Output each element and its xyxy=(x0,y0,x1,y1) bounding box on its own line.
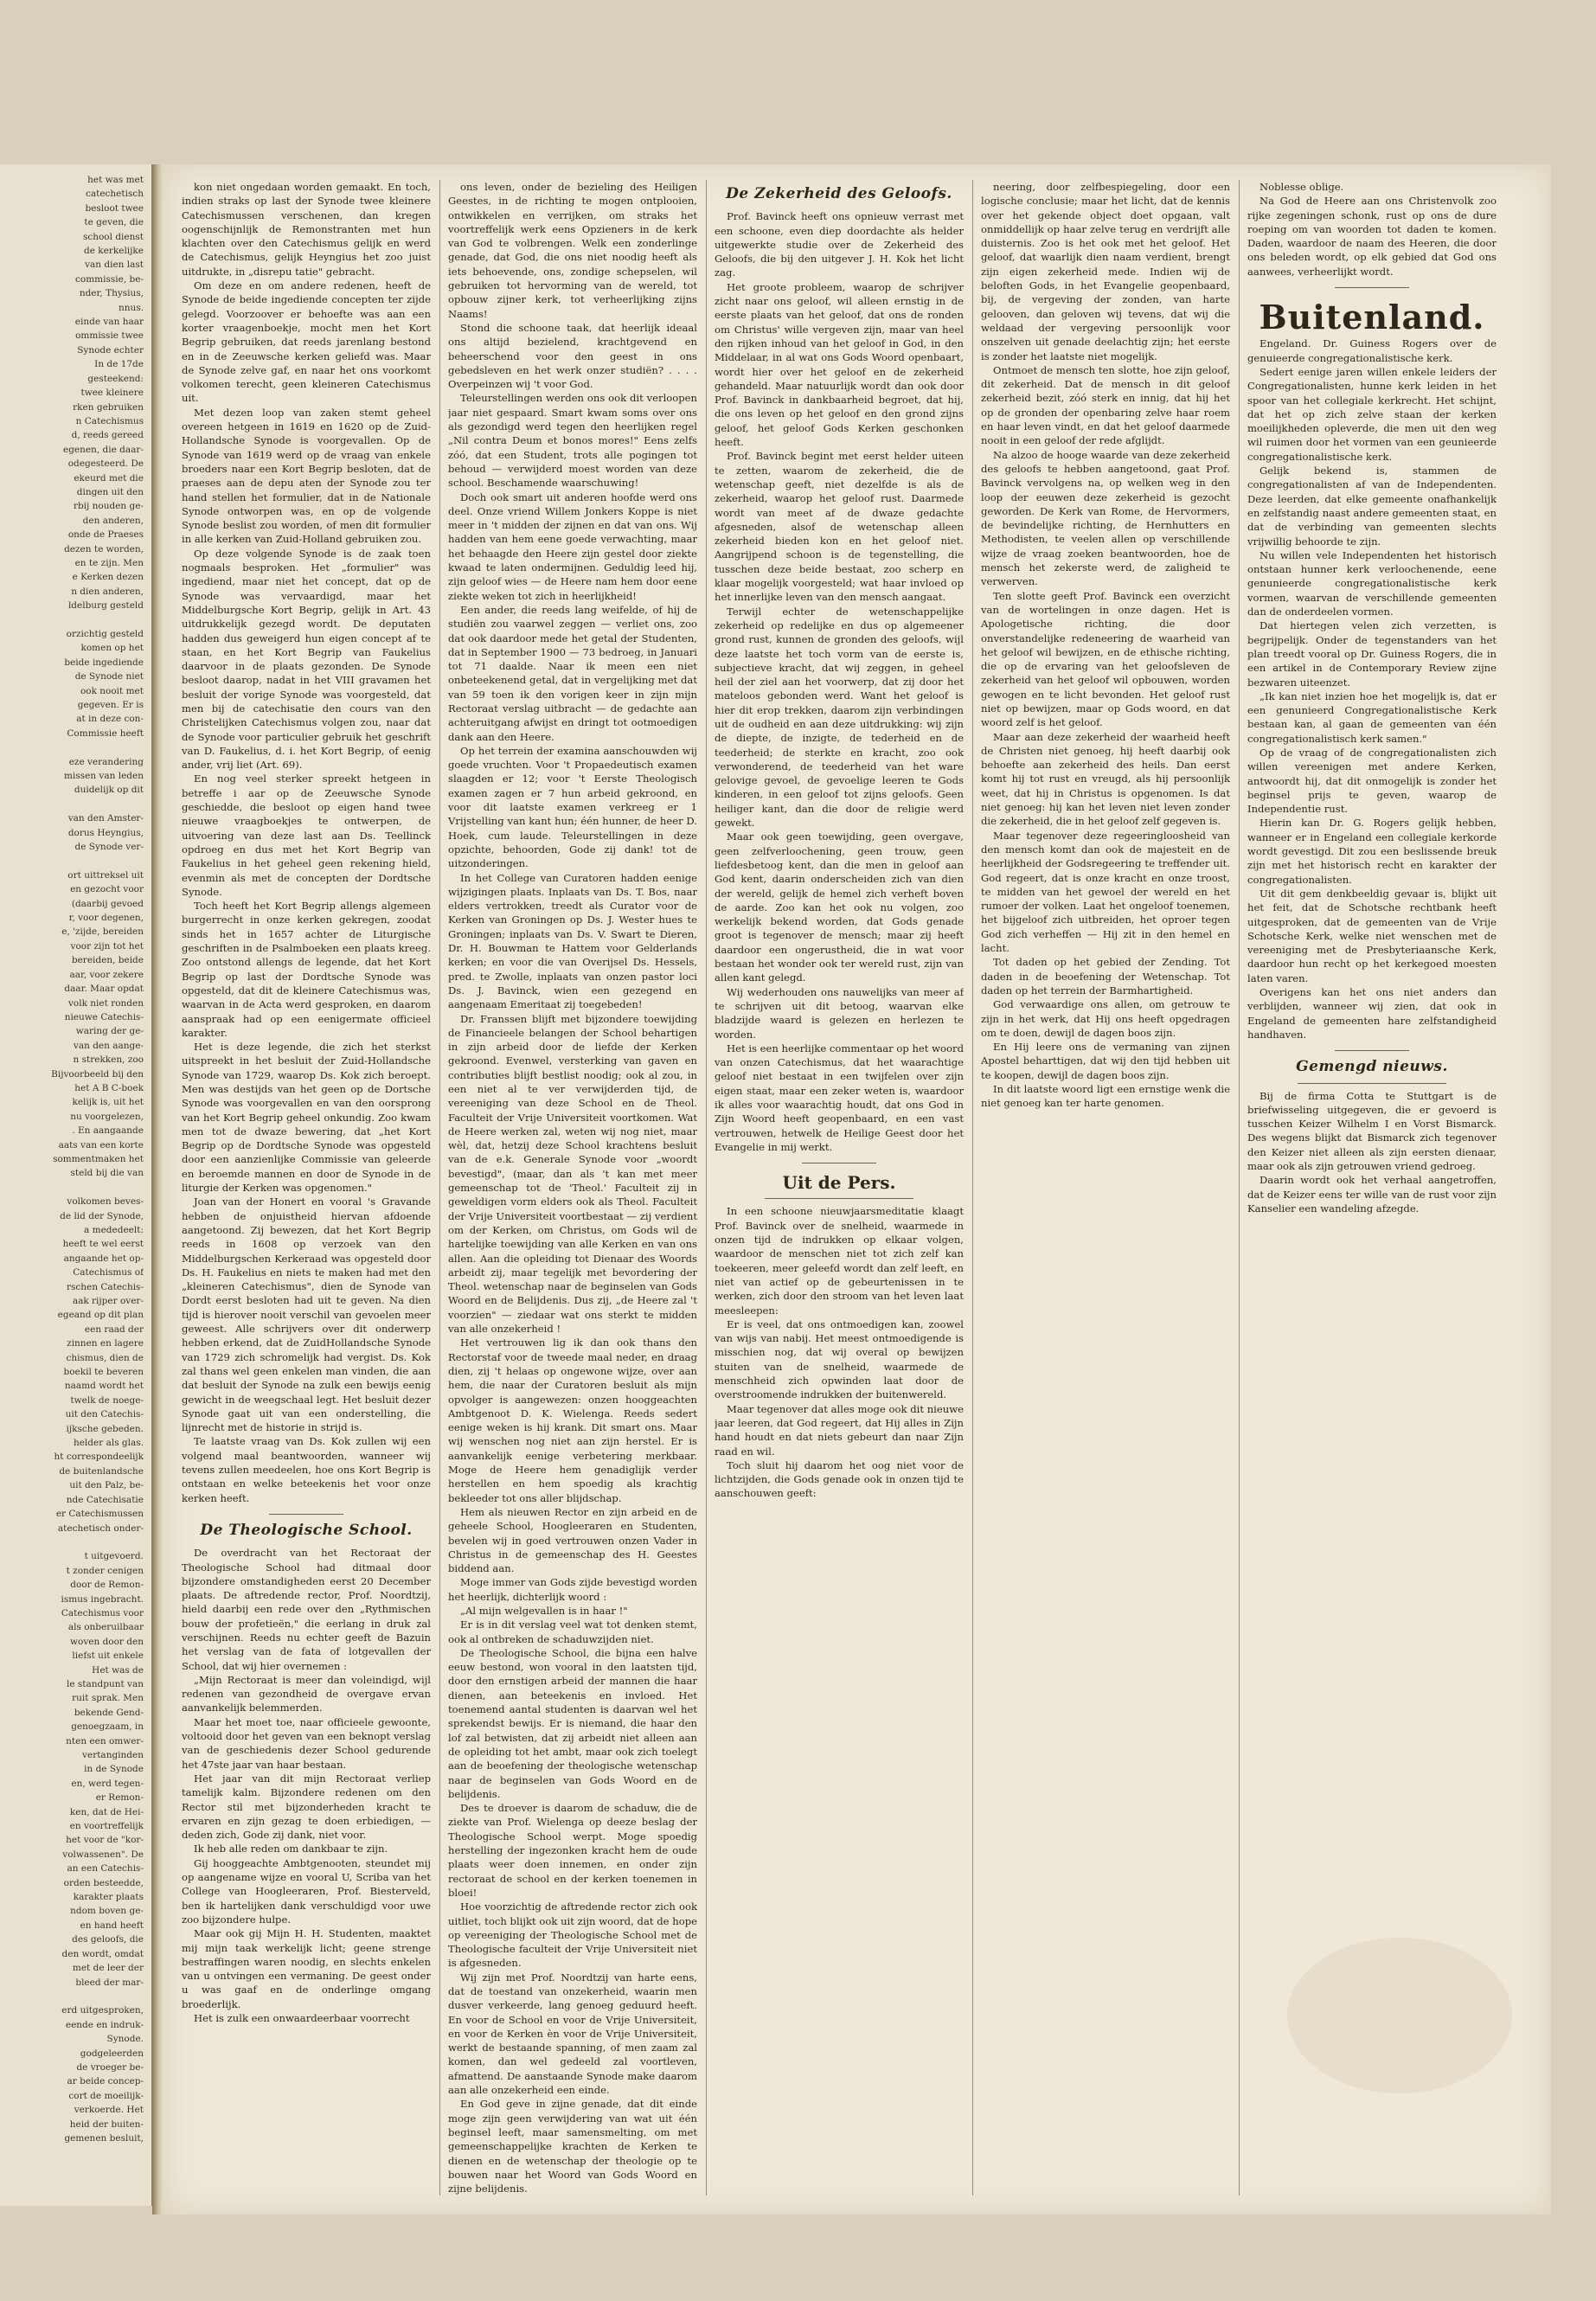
paragraph: Hem als nieuwen Rector en zijn arbeid en de geheele School, Hoogleeraren en Studenten, bevelen wij in goed vertrouwen onzen Vader in Christus in de gemeenschap des H. Geestes biddend aan. xyxy=(448,1505,697,1575)
left-page-line: dingen uit den xyxy=(76,486,144,497)
left-page-line: als onberuilbaar xyxy=(67,1622,144,1633)
paragraph: ons leven, onder de bezieling des Heiligen Geestes, in de richting te mogen ontplooien, ontwikkelen en verrijken, om straks het voortreffelijk werk eens Opzieners in de kerk van God te volbrengen. Welk een zonderlinge genade, dat God, die ons niet noodig heeft als iets behoevende, ons, zondige schepselen, wil gebruiken tot hervorming van de wereld, tot opbouw zijner kerk, tot verheerlijking zijns Naams! xyxy=(448,181,697,320)
paragraph: Tot daden op het gebied der Zending. Tot daden in de beoefening der Wetenschap. Tot daden op het terrein der Barmhartigheid. xyxy=(981,956,1230,997)
left-page-line: bereiden, beide xyxy=(71,955,144,966)
left-page-line: zinnen en lagere xyxy=(67,1338,144,1349)
left-page-line: liefst uit enkele xyxy=(72,1650,144,1662)
heading-zekerheid-des-geloofs: De Zekerheid des Geloofs. xyxy=(726,185,952,202)
left-page-line: chismus, dien de xyxy=(66,1352,144,1363)
left-page-line: duidelijk op dit xyxy=(74,785,144,796)
left-page-line: ort uittreksel uit xyxy=(67,869,144,881)
paragraph: In het College van Curatoren hadden eenige wijzigingen plaats. Inplaats van Ds. T. Bos, naar elders vertrokken, treedt als Curator voor de Kerken van Groningen op Ds. J. Wester hues te Groningen; inplaats van Ds. V. Swart te Dieren, Dr. H. Bouwman te Hattem voor Gelderlands kerken; en voor die van Overijsel Ds. Hessels, pred. te Zwolle, inplaats van onzen pastor loci Ds. J. Bavinck, wien een gezegend en aangenaam Emeritaat zij toegebeden! xyxy=(448,871,697,1011)
left-page-line: n Catechismus xyxy=(75,415,144,426)
left-page-line: met de leer der xyxy=(72,1963,144,1974)
left-page-line: ldelburg gesteld xyxy=(67,600,144,612)
column-rule xyxy=(1239,180,1240,2195)
left-page-line: n dien anderen, xyxy=(71,586,144,597)
left-page-line: ismus ingebracht. xyxy=(61,1593,144,1605)
column-3-article xyxy=(715,209,964,1154)
left-page-line: steld bij die van xyxy=(70,1168,144,1179)
divider xyxy=(1335,287,1409,288)
paragraph: Prof. Bavinck heeft ons opnieuw verrast met een schoone, even diep doordachte als helder uitgewerkte studie over de Zekerheid des Geloofs, die bij den uitgever J. H. Kok het licht zag. xyxy=(715,210,964,279)
left-page-line: commissie, be- xyxy=(75,273,144,285)
left-page-line: het was met xyxy=(87,175,144,185)
left-page-line: in de Synode xyxy=(84,1764,144,1775)
paragraph: Het is zulk een onwaardeerbaar voorrecht xyxy=(194,2012,410,2024)
column-4 xyxy=(981,180,1230,2195)
left-page-fragment xyxy=(0,164,153,2206)
paragraph: Het is deze legende, die zich het sterkst uitspreekt in het besluit der Zuid-Hollandsche Synode van 1729, waarop Ds. Kok zich beroept. Men was destijds van het geen op de Dortsche Synode was voorgevallen en van den oorsprong van het Kort Begrip geheel onkundig. Zoo kwam men tot de dwaze bewering, dat „het Kort Begrip op de Dordtsche Synode was opgesteld door een aanzienlijke Commissie van geleerde en beroemde mannen en door de Synode in de liturgie der Kerken was opgenomen." xyxy=(182,1041,431,1195)
paragraph: Hierin kan Dr. G. Rogers gelijk hebben, wanneer er in Engeland een collegiale kerkorde wordt gevestigd. Dit zou een beslissende breuk zijn met het historisch recht en karakter der congregationalisten. xyxy=(1247,817,1497,886)
divider xyxy=(1335,1050,1409,1051)
left-page-line: dezen te worden, xyxy=(64,543,144,554)
left-page-line: komen op het xyxy=(80,643,144,654)
left-page-line: . En aangaande xyxy=(72,1125,144,1137)
column-1 xyxy=(182,180,431,2195)
paragraph: „Ik kan niet inzien hoe het mogelijk is, dat er een genunieerd Congregationalistische Kerk bestaan kan, al gaan de gemeenten van één congregationalistisch kerk samen." xyxy=(1247,689,1497,745)
left-page-line: ndom boven ge- xyxy=(70,1906,144,1917)
left-page-line: (daarbij gevoed xyxy=(71,898,144,909)
left-page-line xyxy=(5,740,144,754)
left-page-line: nten een omwer- xyxy=(66,1735,144,1747)
left-page-line: en te zijn. Men xyxy=(74,557,144,568)
left-page-line: angaande het op- xyxy=(63,1253,144,1264)
paragraph: In een schoone nieuwjaarsmeditatie klaagt Prof. Bavinck over de snelheid, waarmede in onzen tijd de indrukken op elkaar volgen, waardoor de menschen niet tot zich zelf kan toekeeren, meer geleefd wordt dan zelf leeft, en niet van actief op de gebeurtenissen in te werken, zich door den stroom van het leven laat meesleepen: xyxy=(715,1205,964,1317)
paragraph: Het vertrouwen lig ik dan ook thans den Rectorstaf voor de tweede maal neder, en draag dien, zij 't helaas op ongewone wijze, over aan hem, die naar der Curatoren besluit als mijn opvolger is aangewezen: onzen hooggeachten Ambtgenoot D. K. Wielenga. Reeds sedert eenige weken is hij krank. Dit smart ons. Maar wij wenschen nog niet aan zijn herstel. Er is aanvankelijk eenige verbetering merkbaar. Moge de Heere hem genadiglijk verder herstellen en hem spoedig als krachtig bekleeder tot ons aller blijdschap. xyxy=(448,1336,697,1504)
paragraph: Maar tegenover dat alles moge ook dit nieuwe jaar leeren, dat God regeert, dat Hij alles in Zijn hand houdt en dat niets gebeurt dan naar Zijn raad en wil. xyxy=(715,1402,964,1458)
left-page-line: ken, dat de Hei- xyxy=(69,1806,144,1817)
left-page-line: den anderen, xyxy=(82,515,144,526)
column-5 xyxy=(1247,180,1497,2195)
left-page-line: nde Catechisatie xyxy=(66,1494,144,1505)
left-page-line: volkomen beves- xyxy=(67,1196,144,1208)
left-page-line: er Remon- xyxy=(95,1792,144,1804)
paragraph: Toch sluit hij daarom het oog niet voor de lichtzijden, die Gods genade ook in onzen tijd te aanschouwen geeft: xyxy=(715,1458,964,1500)
left-page-line: uit den Catechis- xyxy=(65,1409,144,1420)
left-page-line: an een Catechis- xyxy=(67,1863,144,1875)
paragraph: Er is veel, dat ons ontmoedigen kan, zoowel van wijs van nabij. Het meest ontmoedigende is misschien nog, dat wij overal op bewijzen stuiten van de snelheid, waarmede de menschheid zich opwinden laat door de overstroomende indrukken der buitenwereld. xyxy=(715,1317,964,1401)
left-page-line: r, voor degenen, xyxy=(68,913,144,924)
left-page-line: Synode. xyxy=(106,2034,144,2045)
paragraph: Gij hooggeachte Ambtgenooten, steundet mij op aangename wijze en vooral U, Scriba van het College van Hoogleeraren, Prof. Biesterveld, ben ik hartelijken dank verschuldigd voor uwe zoo bijzondere hulpe. xyxy=(182,1856,431,1926)
paragraph: De overdracht van het Rectoraat der Theologische School had ditmaal door bijzondere omstandigheden eerst 20 December plaats. De aftredende rector, Prof. Noordtzij, hield daarbij een rede over den „Rythmischen bouw der profetieën," die eerlang in druk zal verschijnen. Reeds nu echter geeft de Bazuin het verslag van de fata of lotgevallen der School, dat wij hier overnemen : xyxy=(182,1547,431,1672)
paragraph: Dr. Franssen blijft met bijzondere toewijding de Financieele belangen der School behartigen in zijn arbeid door de liefde der Kerken gekroond. Evenwel, versterking van gaven en contributies blijft bestlist noodig; ook al zou, in een niet al te ver verwijderden tijd, de vereeniging van deze School en de Theol. Faculteit der Vrije Universiteit voortkomen. Wat de Heere werken zal, weten wij nog niet, maar wèl, dat, hetzij deze School krachtens besluit van de e.k. Generale Synode voor „woordt bevestigd", (maar, dan als 't kan met meer gemeenschap tot de 'Theol.' Faculteit zij in geweldigen vorm elders ook als Theol. Faculteit der Vrije Universiteit voortbestaat — zij verdient om der Kerken, om Christus, om Gods wil de hartelijke toewijding van alle Kerken en van ons allen. Aan die opleiding tot Dienaar des Woords arbeidt zij, maar tegelijk met bevordering der Theol. wetenschap naar de beginselen van Gods Woord en de Belijdenis. Dus zij, „de Heere zal 't voorzien" — ziedaar wat ons sterkt te midden van alle onzekerheid ! xyxy=(448,1012,697,1336)
paragraph: Wij zijn met Prof. Noordtzij van harte eens, dat de toestand van onzekerheid, waarin men dusver verkeerde, lang genoeg geduurd heeft. En voor de School en voor de Vrije Universiteit, en voor de Kerken èn voor de Vrije Universiteit, werkt de bestaande spanning, of men zaam zal komen, dan wel gedeeld zal voortleven, afmattend. De aanstaande Synode make daarom aan alle onzekerheid een einde. xyxy=(448,1971,697,2097)
paragraph: Maar ook gij Mijn H. H. Studenten, maaktet mij mijn taak werkelijk licht; geene strenge bestraffingen waren noodig, en slechts enkelen van u ontvingen een vermaning. De geest onder u was gaaf en de onderlinge omgang broederlijk. xyxy=(182,1927,431,2010)
left-page-line: n strekken, zoo xyxy=(73,1054,144,1066)
paragraph: Overigens kan het ons niet anders dan verblijden, wanneer wij zien, dat ook in Engeland de gemeenten hare zelfstandigheid handhaven. xyxy=(1247,986,1497,1041)
paragraph: En Hij leere ons de vermaning van zijnen Apostel beharttigen, dat wij den tijd hebben uit te koopen, dewijl de dagen boos zijn. xyxy=(981,1041,1230,1081)
left-page-line: uit den Palz, be- xyxy=(69,1480,144,1491)
column-5-intro xyxy=(1247,180,1497,279)
left-page-line: kelijk is, uit het xyxy=(72,1097,144,1108)
left-page-line: egenen, die daar- xyxy=(62,444,144,455)
left-page-line: van den aange- xyxy=(73,1040,144,1051)
paragraph: Toch heeft het Kort Begrip allengs algemeen burgerrecht in onze kerken gekregen, zoodat sinds het in 1657 achter de Liturgische geschriften in de Psalmboeken een plaats kreeg. Zoo ontstond allengs de legende, dat het Kort Begrip op last der Dordtsche Synode was opgesteld, dat dit de kleinere Catechismus was, waarvan in de Acta werd gesproken, en daarom aanspraak had op een eenigermate officieel karakter. xyxy=(182,900,431,1039)
left-page-line xyxy=(5,1535,144,1549)
left-page-line: Bijvoorbeeld bij den xyxy=(51,1068,144,1080)
paragraph: Maar ook geen toewijding, geen overgave, geen zelfverloochening, geen trouw, geen liefdesbetoog kent, dan die men in geloof aan God kent, daarin onderscheiden zich van dien der wereld, gelijk de hemel zich verheft boven de aarde. Zoo kan het ook nu volgen, zoo werkelijk bekend worden, dat Gods genade groot is tegenover de mensch; maar zij heeft daardoor een ongerustheid, die in wat voor bestaan het wonder ook ter wereld rust, zijn van allen kant gelegd. xyxy=(715,830,964,984)
left-page-line: daar. Maar opdat xyxy=(64,984,144,995)
left-page-line: t zonder cenigen xyxy=(66,1565,144,1576)
left-page-line: door de Remon- xyxy=(70,1580,144,1591)
column-5-article xyxy=(1247,336,1497,1042)
paragraph: God verwaardige ons allen, om getrouw te zijn in het werk, dat Hij ons heeft opgedragen om te doen, dewijl de dagen boos zijn. xyxy=(981,998,1230,1039)
column-rule xyxy=(439,180,440,2195)
left-page-line: waring der ge- xyxy=(75,1026,144,1037)
left-page-line: rken gebruiken xyxy=(73,401,144,413)
left-page-line: en hand heeft xyxy=(80,1920,144,1931)
left-page-line: ijksche gebeden. xyxy=(66,1423,144,1434)
left-page-line: gemenen besluit, xyxy=(64,2132,144,2144)
column-2 xyxy=(448,180,697,2195)
paragraph: Prof. Bavinck begint met eerst helder uiteen te zetten, waarom de zekerheid, die de wetenschap geeft, niet dezelfde is als de zekerheid, waarop het geloof rust. Daarmede wordt van meet af de dwaze gedachte afgesneden, alsof de wetenschap alleen zekerheid bieden kon en het geloof niet. Aangrijpend schoon is de tegenstelling, die tusschen deze beide bestaat, zoo scherp en klaar mogelijk voorgesteld; wat haar invloed op het innerlijke leven van den mensch aangaat. xyxy=(715,450,964,604)
left-page-line: aar, voor zekere xyxy=(69,969,144,980)
left-page-line: orzichtig gesteld xyxy=(66,628,144,639)
left-page-line: nieuwe Catechis- xyxy=(64,1011,144,1022)
left-page-line: en gezocht voor xyxy=(70,884,144,895)
paragraph: Ik heb alle reden om dankbaar te zijn. xyxy=(194,1843,388,1856)
paragraph: Na God de Heere aan ons Christenvolk zoo rijke zegeningen schonk, rust op ons de dure roeping om van woorden tot daden te komen. Daden, waardoor de naam des Heeren, die door ons beleden wordt, op elk gebied dat God ons aanwees, verheerlijkt wordt. xyxy=(1247,195,1497,278)
left-page-line: Catechismus voor xyxy=(61,1607,144,1618)
left-page-line: de lid der Synode, xyxy=(60,1210,144,1221)
paragraph: Te laatste vraag van Ds. Kok zullen wij een volgend maal beantwoorden, wanneer wij tevens zullen meedeelen, hoe ons Kort Begrip is ontstaan en welke beteekenis het voor onze kerken heeft. xyxy=(182,1435,431,1504)
column-4-article xyxy=(981,180,1230,1111)
paragraph: Na alzoo de hooge waarde van deze zekerheid des geloofs te hebben aangetoond, gaat Prof. Bavinck vervolgens na, op welken weg in den loop der eeuwen deze zekerheid is gezocht geworden. De Kerk van Rome, de Hervormers, de bevindelijke richting, de Hernhutters en Methodisten, te veelen allen op verschillende wijze de vraag zoeken beantwoorden, hoe de mensch het zekerste werd, de zaligheid te verwerven. xyxy=(981,448,1230,588)
left-page-line: ommissie twee xyxy=(75,330,144,342)
paragraph: Het is een heerlijke commentaar op het woord van onzen Catechismus, dat het waarachtige geloof niet bestaat in een twijfelen over zijn eigen staat, maar een zeker weten is, waardoor ik alles voor waarachtig houdt, dat ons God in Zijn Woord heeft geopenbaard, en een vast vertrouwen, hetwelk de Heilige Geest door het Evangelie in mij werkt. xyxy=(715,1042,964,1153)
left-page-line: nder, Thysius, xyxy=(79,288,144,299)
paragraph: Joan van der Honert en vooral 's Gravande hebben de onjuistheid hiervan afdoende aangetoond. Zij bewezen, dat het Kort Begrip reeds in 1608 op verzoek van den Middelburgschen Kerkeraad was opgesteld door Ds. H. Faukelius en niets te maken had met den „kleineren Catechismus", dien de Synode van Dordt eerst besloten had uit te geven. Na dien tijd is hierover nooit verschil van gevoelen meer geweest. Alle schrijvers over dit onderwerp hebben erkend, dat de ZuidHollandsche Synode van 1729 zich schromelijk had vergist. Ds. Kok zal thans wel geen enkelen man vinden, die aan dat besluit der Synode na zulk een bewijs eenig gewicht in de weegschaal legt. Het besluit dezer Synode gaat uit van een onderstelling, die lijnrecht met de historie in strijd is. xyxy=(182,1195,431,1434)
paragraph: Sedert eenige jaren willen enkele leiders der Congregationalisten, hunne kerk leiden in het spoor van het collegiale kerkrecht. Het schijnt, dat het op zich zelve staan der kerken moeilijkheden opleverde, die men uit den weg wil ruimen door het vormen van een geunieerde congregationalistische kerk. xyxy=(1247,365,1497,463)
left-page-line: eende en indruk- xyxy=(65,2019,144,2030)
column-5-article-nieuws xyxy=(1247,1089,1497,1216)
paragraph: Op de vraag of de congregationalisten zich willen vereenigen met andere Kerken, antwoordt hij, dat dit onmogelijk is zonder het beginsel prijs te geven, waarop de Independentie rust. xyxy=(1247,746,1497,816)
divider xyxy=(1298,1083,1447,1084)
left-page-line xyxy=(5,1990,144,2003)
left-page-line: nu voorgelezen, xyxy=(70,1111,144,1122)
left-page-line: bleed der mar- xyxy=(75,1977,144,1988)
column-3-article-pers xyxy=(715,1204,964,1500)
left-page-line xyxy=(5,1181,144,1195)
left-page-line: heeft te wel eerst xyxy=(62,1239,144,1250)
left-page-line: e, 'zijde, bereiden xyxy=(61,926,144,938)
newspaper-page xyxy=(163,164,1551,2214)
left-page-line: eze verandering xyxy=(68,756,144,767)
paragraph: En God geve in zijne genade, dat dit einde moge zijn geen verwijdering van wat uit één beginsel leeft, maar samensmelting, om met gemeenschappelijke krachten de Kerken te dienen en de wetenschap der theologie op te bouwen naar het Woord van Gods Woord en zijne belijdenis. xyxy=(448,2098,697,2195)
left-page-line: In de 17de xyxy=(94,359,144,370)
left-page-column xyxy=(5,173,144,2189)
left-page-line: aak rijper over- xyxy=(72,1296,144,1307)
left-page-line: de Synode ver- xyxy=(74,842,144,853)
paragraph: Terwijl echter de wetenschappelijke zekerheid op redelijke en dus op algemeener grond rust, kunnen de gronden des geloofs, wijl deze laatste het toch vorm van de eerste is, subjectieve kracht, dat wij zeggen, in geheel heil der ziel aan het voorwerp, dat zij door het mateloos gebonden werd. Want het geloof is hier dit erop trekken, daarom zijn verbindingen uit de oudheid en aan deze uitdrukking: wij zijn de diepte, de inzigte, de tederheid en de teederheid; de sterkte en kracht, zoo ook verwonderend, de teederheid van het ware gelovige gevoel, de gevoelige leeren te Gods kinderen, in een geloof tot zijns geloofs. Geen heiliger kant, dan die door de religie werd gewekt. xyxy=(715,605,964,830)
left-page-line: atechetisch onder- xyxy=(57,1522,144,1534)
paragraph: „Mijn Rectoraat is meer dan voleindigd, wijl redenen van gezondheid de overgave ervan aanvankelijk belemmerden. xyxy=(182,1673,431,1715)
divider xyxy=(269,1514,343,1515)
paragraph: Er is in dit verslag veel wat tot denken stemt, ook al ontbreken de schaduwzijden niet. xyxy=(448,1618,697,1645)
left-page-line: rbij nouden ge- xyxy=(73,501,144,512)
column-1-article xyxy=(182,180,431,1505)
paragraph: Het jaar van dit mijn Rectoraat verliep tamelijk kalm. Bijzondere redenen om den Rector stil met bijzonderheden kracht te ervaren en zijn gezag te doen erbiedigen, — deden zich, Gode zij dank, niet voor. xyxy=(182,1772,431,1842)
left-page-line: karakter plaats xyxy=(73,1892,144,1903)
left-page-line: vertanginden xyxy=(82,1750,144,1760)
left-page-line: helder als glas. xyxy=(73,1438,144,1449)
paragraph: Op deze volgende Synode is de zaak toen nogmaals besproken. Het „formulier" was ingediend, maar niet het concept, dat op de Synode was vervaardigd, maar het Middelburgsche Kort Begrip, gelijk in Art. 43 uitdrukkelijk gezegd wordt. De deputaten hadden dus geweigerd hun eigen concept af te staan, en het Kort Begrip van Faukelius daarvoor in de plaats gezonden. De Synode besloot daarop, nadat in het VIII gravamen het besluit der vorige Synode was voorgesteld, dat men bij de catechisatie den cours van den Christelijken Catechismus volgen zou, naar dat de Synode voor particulier gebruik het geschrift van D. Faukelius, d. i. het Kort Begrip, of eenig ander, vrij liet (Art. 69). xyxy=(182,547,431,772)
paragraph: Met dezen loop van zaken stemt geheel overeen hetgeen in 1619 en 1620 op de Zuid-Hollandsche Synode is voorgevallen. Op de Synode van 1619 werd op de vraag van enkele broeders naar een Kort Begrip besloten, dat de praeses aan de depu aten der Synode zou ter hand stellen het formulier, dat in de Nationale Synode ontworpen was, en op de volgende Synode beslist zou worden, of men dit formulier in alle kerken van Zuid-Holland gebruiken zou. xyxy=(182,406,431,546)
left-page-line: t uitgevoerd. xyxy=(84,1551,144,1562)
left-page-line: voor zijn tot het xyxy=(70,940,144,952)
left-page-line: volwassenen". De xyxy=(62,1849,144,1860)
left-page-line: boekil te beveren xyxy=(63,1367,144,1378)
left-page-line xyxy=(5,613,144,627)
paragraph: De Theologische School, die bijna een halve eeuw bestond, won vooral in den laatsten tijd, door den ernstigen arbeid der mannen die haar dienen, aan beteekenis en invloed. Het toenemend aantal studenten is daarvan wel het sprekendst bewijs. Er is niemand, die haar den lof zal betwisten, dat zij arbeidt niet alleen aan de opleiding tot het ambt, maar ook zich toelegt aan de beoefening der theologische wetenschap naar de beginselen van Gods Woord en de belijdenis. xyxy=(448,1646,697,1800)
paragraph: Maar het moet toe, naar officieele gewoonte, voltooid door het geven van een beknopt verslag van de geschiedenis dezer School gedurende het 47ste jaar van haar bestaan. xyxy=(182,1715,431,1771)
paragraph: Doch ook smart uit anderen hoofde werd ons deel. Onze vriend Willem Jonkers Koppe is niet meer in 't midden der zijnen en dat van ons. Wij hadden van hem eene goede verwachting, maar het behaagde den Heere zijn gestel door ziekte kwaad te laten ondermijnen. Geduldig leed hij, zijn geloof wies — de Heere nam hem door eene ziekte weken tot zich in heerlijkheid! xyxy=(448,490,697,602)
paragraph: Hoe voorzichtig de aftredende rector zich ook uitliet, toch blijkt ook uit zijn woord, dat de hope op vereeniging der Theologische School met de Theologische faculteit der Vrije Universiteit niet is afgesneden. xyxy=(448,1900,697,1970)
left-page-line: den wordt, omdat xyxy=(61,1948,144,1959)
paragraph: neering, door zelfbespiegeling, door een logische conclusie; maar het licht, dat de kennis over het gekende object doet opgaan, valt onmiddellijk op haar zelve terug en verdrijft alle duisternis. Zoo is het ook met het geloof. Het geloof, dat waarlijk dien naam verdient, brengt zijn eigen zekerheid mede. Indien wij de beloften Gods, in het Evangelie geopenbaard, bij, de vergeving der zonden, van harte gelooven, dan geloven wij tevens, dat wij die weldaad der vergeving persoonlijk voor onszelven uit genade deelachtig zijn; het eerste is zonder het laatste niet mogelijk. xyxy=(981,181,1230,362)
left-page-line: le standpunt van xyxy=(66,1678,144,1689)
heading-uit-de-pers: Uit de Pers. xyxy=(782,1172,896,1194)
paragraph: Bij de firma Cotta te Stuttgart is de briefwisseling uitgegeven, die er gevoerd is tusschen Keizer Wilhelm I en Vorst Bismarck. Des wegens blijkt dat Bismarck zich tegenover den Keizer niet alleen als zijn eersten dienaar, maar ook als zijn getrouwen vriend gedroeg. xyxy=(1247,1089,1497,1172)
left-page-line: gegeven. Er is xyxy=(77,700,144,711)
paragraph: Wij wederhouden ons nauwelijks van meer af te schrijven uit dit betoog, waarvan elke bladzijde waard is gelezen en herlezen te worden. xyxy=(715,985,964,1041)
left-page-line: gesteekend: xyxy=(87,373,144,384)
left-page-line: a mededeelt: xyxy=(84,1224,144,1235)
heading-buitenland: Buitenland. xyxy=(1259,298,1485,337)
left-page-line: cort de moeilijk- xyxy=(68,2090,144,2101)
left-page-line: d, reeds gereed xyxy=(71,430,144,441)
page-fold xyxy=(152,164,163,2214)
left-page-line: en voortreffelijk xyxy=(69,1821,144,1832)
heading-theologische-school: De Theologische School. xyxy=(200,1521,413,1539)
paragraph: Dat hiertegen velen zich verzetten, is begrijpelijk. Onder de tegenstanders van het plan treedt vooral op Dr. Guiness Rogers, die in een artikel in de Contemporary Review zijne bezwaren uiteenzet. xyxy=(1247,619,1497,689)
left-page-line: twelk de noege- xyxy=(70,1394,144,1406)
left-page-line: ekeurd met die xyxy=(74,472,144,484)
left-page-line: ruit sprak. Men xyxy=(72,1693,144,1704)
left-page-line: sommentmaken het xyxy=(53,1153,144,1164)
left-page-line: de Synode niet xyxy=(74,671,144,683)
left-page-line: te geven, die xyxy=(84,217,144,228)
left-page-line: erd uitgesproken, xyxy=(61,2005,144,2016)
paragraph: Moge immer van Gods zijde bevestigd worden het heerlijk, dichterlijk woord : xyxy=(448,1576,697,1603)
left-page-line: Het was de xyxy=(92,1664,144,1676)
paragraph: Uit dit gem denkbeeldig gevaar is, blijkt uit het feit, dat de Schotsche rechtbank heeft uitgesproken, dat de gemeenten van de Vrije Schotsche Kerk, welke niet wenschen met de vereeniging met de Presbyteriaansche Kerk, daardoor hun recht op het kerkegoed moesten laten varen. xyxy=(1247,887,1497,984)
paragraph: Teleurstellingen werden ons ook dit verloopen jaar niet gespaard. Smart kwam soms over ons als gezondigd werd tegen den heerlijken regel „Nil contra Deum et bonos mores!" Eens zelfs zóó, dat een Student, trots alle pogingen tot behoud — verwijderd moest worden van deze school. Beschamende waarschuwing! xyxy=(448,392,697,490)
left-page-line: het A B C-boek xyxy=(74,1082,144,1093)
left-page-line: rschen Catechis- xyxy=(66,1281,144,1292)
left-page-line: dorus Heyngius, xyxy=(67,827,144,838)
left-page-line: beide ingediende xyxy=(64,657,144,668)
left-page-line: van den Amster- xyxy=(67,813,144,824)
left-page-line: de vroeger be- xyxy=(76,2061,144,2073)
paragraph: Gelijk bekend is, stammen de congregationalisten af van de Independenten. Deze leerden, dat elke gemeente onafhankelijk en zelfstandig naast andere gemeenten staat, en dat de verbinding van gemeenten slechts vrijwillig behoorde te zijn. xyxy=(1247,465,1497,548)
paragraph: Om deze en om andere redenen, heeft de Synode de beide ingediende concepten ter zijde gelegd. Voorzoover er behoefte was aan een korter vraagenboekje, mocht men het Kort Begrip gebruiken, dat reeds jarenlang bestond en in de Zeeuwsche kerken geliefd was. Maar de Synode zelve gaf, en naar het ons voorkomt volkomen terecht, geen kleineren Catechismus uit. xyxy=(182,279,431,405)
left-page-line: aats van een korte xyxy=(58,1139,144,1150)
divider xyxy=(765,1198,914,1199)
column-2-article xyxy=(448,180,697,2195)
left-page-line: einde van haar xyxy=(74,317,144,328)
paragraph: „Al mijn welgevallen is in haar !" xyxy=(460,1604,628,1617)
column-3 xyxy=(715,180,964,2195)
left-page-line: nnus. xyxy=(118,302,144,313)
left-page-line: er Catechismussen xyxy=(55,1509,144,1520)
paragraph: Maar tegenover deze regeeringloosheid van den mensch komt dan ook de majesteit en de heerlijkheid der Godsregeering te treffender uit. God regeert, dat is onze kracht en onze troost, te midden van het gewoel der wereld en het rumoer der volken. Laat het ongeloof toenemen, het bijgeloof zich uitbreiden, het oproer tegen God zich verheffen — Hij zit in den hemel en lacht. xyxy=(981,829,1230,955)
column-1-article-school xyxy=(182,1546,431,2025)
left-page-line: genoegzaam, in xyxy=(71,1721,144,1733)
left-page-line: catechetisch xyxy=(85,189,144,200)
paragraph: Nu willen vele Independenten het historisch ontstaan hunner kerk verloochenende, eene genunieerde congregationalistische kerk vormen, waarvan de verschillende gemeenten dan de onderdeelen vormen. xyxy=(1247,548,1497,619)
left-page-line: van dien last xyxy=(85,260,144,271)
left-page-line xyxy=(5,854,144,868)
paragraph: Ten slotte geeft Prof. Bavinck een overzicht van de wortelingen in onze dagen. Het is Apologetische richting, die door onverstandelijke redeneering de waarheid van het geloof wil bewijzen, en de ethische richting, die op de ervaring van het geloofsleven de zekerheid van het geloof wil opbouwen, worden gewogen en te licht bevonden. Het geloof rust niet op bewijzen, maar op Gods woord, en dat woord zelf is het geloof. xyxy=(981,589,1230,729)
left-page-line: ar beide concep- xyxy=(67,2076,144,2087)
left-page-line: godgeleerden xyxy=(80,2048,144,2059)
paragraph: Een ander, die reeds lang weifelde, of hij de studiën zou vaarwel zeggen — verliet ons, zoo dat ook daardoor mede het getal der Studenten, dat in September 1900 — 73 bedroeg, in Januari tot 71 daalde. Naar ik meen een niet onbeteekenend getal, dat in vergelijking met dat van 59 toen ik den vorigen keer in zijn mijn Rectoraat verslag uitbracht — de gedachte aan achteruitgang afwijst en dringt tot ootmoedigen dank aan den Heere. xyxy=(448,603,697,743)
left-page-line: besloot twee xyxy=(85,202,144,214)
left-page-line: at in deze con- xyxy=(76,714,144,725)
paragraph: kon niet ongedaan worden gemaakt. En toch, indien straks op last der Synode twee kleinere Catechismussen verschenen, dan kregen oogenschijnlijk de Remonstranten met hun klachten over den Catechismus gelijk en werd de Catechismus, gelijk Heyngius het zoo juist uitdrukte, in „disrepu tatie" gebracht. xyxy=(182,181,431,278)
left-page-line: e Kerken dezen xyxy=(72,572,144,583)
left-page-line: egeand op dit plan xyxy=(57,1310,144,1321)
left-page-line: des geloofs, die xyxy=(72,1934,144,1945)
paragraph: En nog veel sterker spreekt hetgeen in betreffe i aar op de Zeeuwsche Synode geschiedde, die besloot op eigen hand twee nieuwe vraagboekjes te ontwerpen, de uitvoering van deze last aan Ds. Teellinck opdroeg en dus met het Kort Begrip van Faukelius in het geheel geen rekening hield, evenmin als met de concepten der Dordtsche Synode. xyxy=(182,772,431,898)
paragraph: Daarin wordt ook het verhaal aangetroffen, dat de Keizer eens ter wille van de rust voor zijn Kanselier een wandeling afzegde. xyxy=(1247,1174,1497,1215)
paragraph: Ontmoet de mensch ten slotte, hoe zijn geloof, dit zekerheid. Dat de mensch in dit geloof zekerheid bezit, zóó sterk en innig, dat hij het op de gronden der openbaring zelve haar roem en haar leven vindt, en dat het geloof daarmede nooit in een geloof der rede afglijdt. xyxy=(981,363,1230,447)
left-page-line: de buitenlandsche xyxy=(59,1465,144,1477)
left-page-line: orden besteedde, xyxy=(63,1877,144,1888)
left-page-line: bekende Gend- xyxy=(74,1707,144,1718)
left-page-line: en, werd tegen- xyxy=(71,1778,144,1789)
left-page-line xyxy=(5,798,144,811)
heading-gemengd-nieuws: Gemengd nieuws. xyxy=(1296,1058,1448,1076)
left-page-line: missen van leden xyxy=(64,771,144,782)
paragraph: Des te droever is daarom de schaduw, die de ziekte van Prof. Wielenga op deeze beslag der Theologische School werpt. Moge spoedig herstelling der ingezonken kracht hem de oude plaats weer doen innemen, en onder zijn rectoraat de school en der kerken toenemen in bloei! xyxy=(448,1802,697,1899)
column-rule xyxy=(706,180,707,2195)
left-page-line: onde de Praeses xyxy=(67,529,144,541)
paragraph: Engeland. Dr. Guiness Rogers over de genuieerde congregationalistische kerk. xyxy=(1247,337,1497,364)
left-page-line: twee kleinere xyxy=(80,388,144,399)
paragraph: Het groote probleem, waarop de schrijver zicht naar ons geloof, wil alleen ernstig in de eerste plaats van het geloof, dat ons de ronden om Christus' wille vergeven zijn, maar van heel den rijken inhoud van het geloof in God, in den Middelaar, in al wat ons Gods Woord openbaart, wordt hier over het geloof en de zekerheid gehandeld. Maar natuurlijk wordt dan ook door Prof. Bavinck in dankbaarheid begroet, dat hij, die ons leven op het geloof en den grond zijns geloof, het geloof Gods Kerken geschonken heeft. xyxy=(715,280,964,449)
left-page-line: heid der buiten- xyxy=(69,2118,144,2130)
left-page-line: Synode echter xyxy=(77,344,144,356)
paragraph: In dit laatste woord ligt een ernstige wenk die niet genoeg kan ter harte genomen. xyxy=(981,1083,1230,1110)
left-page-line: ook nooit met xyxy=(80,685,144,696)
paragraph: Op het terrein der examina aanschouwden wij goede vruchten. Voor 't Propaedeutisch examen slaagden er 12; voor 't Eerste Theologisch examen zagen er 7 hun arbeid gekroond, en voor dit laatste examen verkreeg er 1 Vrijstelling van kant hun; één hunner, de heer D. Hoek, cum laude. Teleurstellingen in deze opzichte, behoorden, Gode zij dank! tot de uitzonderingen. xyxy=(448,744,697,870)
left-page-line: een raad der xyxy=(84,1324,144,1335)
left-page-line: verkoerde. Het xyxy=(74,2105,144,2116)
paragraph: Maar aan deze zekerheid der waarheid heeft de Christen niet genoeg, hij heeft daarbij ook behoefte aan zekerheid des heils. Dan eerst komt hij tot rust en vreugd, als hij persoonlijk weet, dat hij in Christus is opgenomen. Is dat niet genoeg: hij kan het leven niet leven zonder die zekerheid, die in het geloof zelf gegeven is. xyxy=(981,730,1230,828)
column-rule xyxy=(972,180,973,2195)
left-page-line: volk niet ronden xyxy=(67,997,144,1009)
left-page-line: woven door den xyxy=(70,1636,144,1647)
left-page-line: Catechismus of xyxy=(73,1267,144,1279)
left-page-line: odegesteerd. De xyxy=(67,458,144,470)
paragraph: Stond die schoone taak, dat heerlijk ideaal ons altijd bezielend, krachtgevend en beheerschend voor den geest in ons gebedsleven en het werk onzer studiën? . . . . Overpeinzen wij 't voor God. xyxy=(448,321,697,391)
left-page-line: naamd wordt het xyxy=(64,1381,144,1392)
left-page-line: school dienst xyxy=(82,231,144,242)
paragraph: Noblesse oblige. xyxy=(1259,181,1344,193)
left-page-line: het voor de "kor- xyxy=(66,1835,144,1846)
left-page-line: Commissie heeft xyxy=(67,727,144,739)
left-page-line: de kerkelijke xyxy=(84,246,144,257)
left-page-line: ht correspondeelijk xyxy=(54,1452,144,1463)
